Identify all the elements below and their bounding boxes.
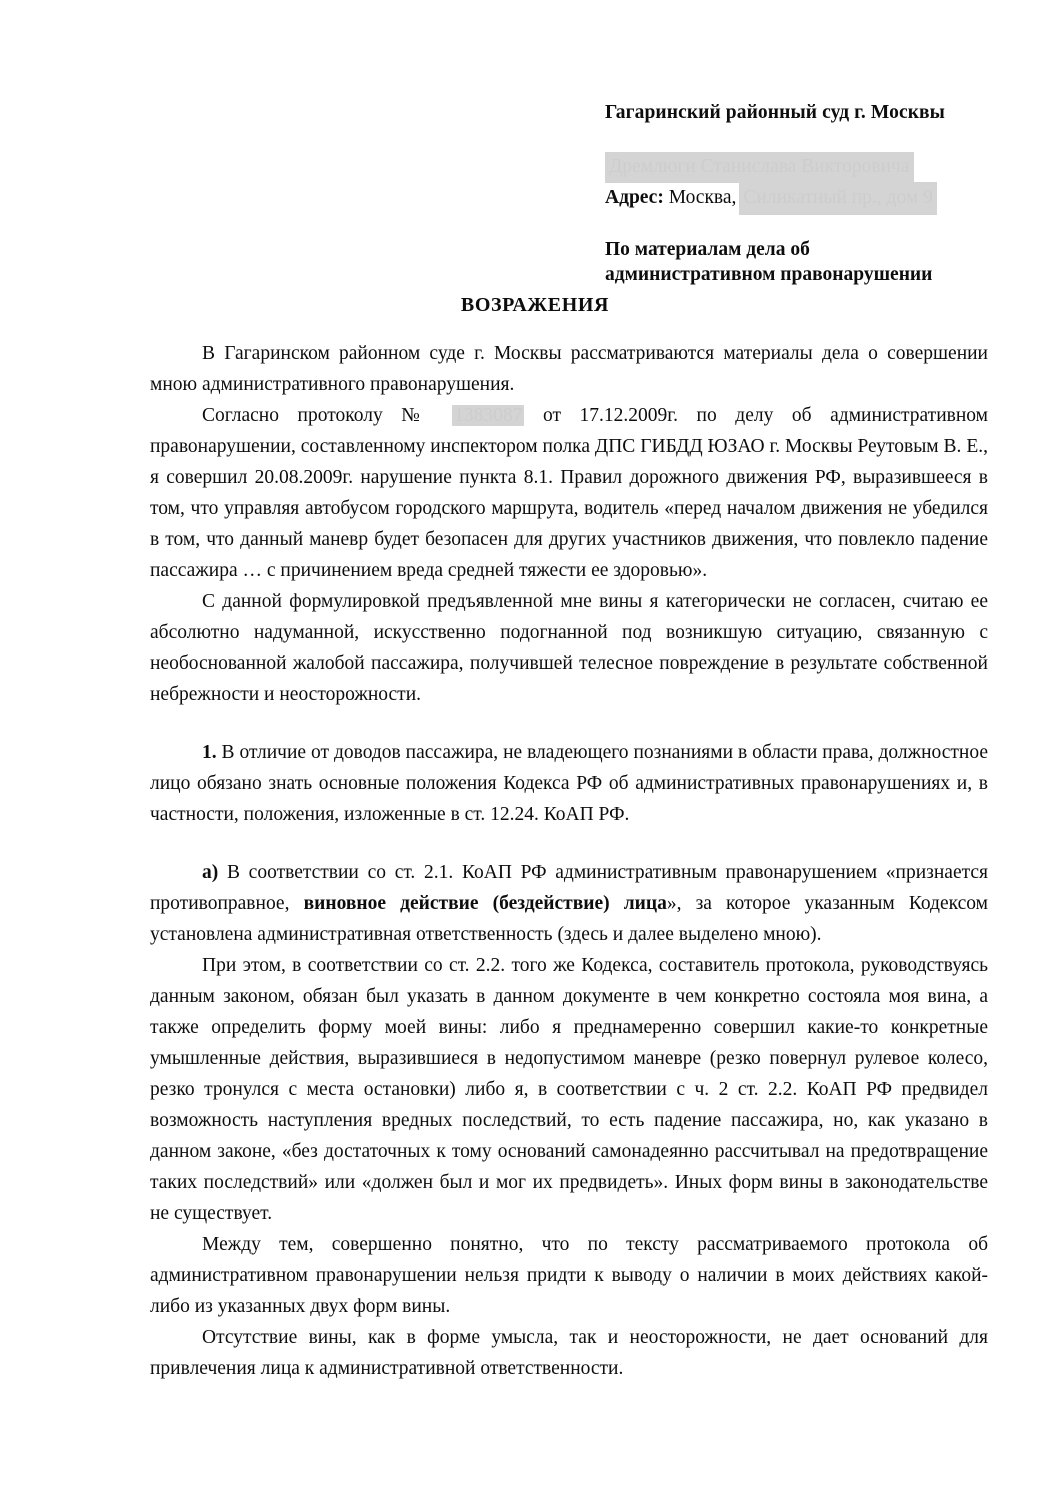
point-a-text-after-bold: », за которое указанным Кодексом установлена административная ответственность (здесь и далее выделено мною). [150,893,988,945]
court-name: Гагаринский районный суд г. Москвы [605,102,945,123]
case-reference-line-1: По материалам дела об [605,239,810,260]
paragraph-point-1 [150,737,988,830]
point-a-text-before-bold: В соответствии со ст. 2.1. КоАП РФ административным правонарушением «признается противоправное, [150,862,988,914]
addressee-line [605,152,1000,182]
document-body [150,338,988,1384]
address-label: Адрес: [605,187,664,208]
point-1-marker: 1. [202,742,217,763]
paragraph-intro: В Гагаринском районном суде г. Москвы рассматриваются материалы дела о совершении мною административного правонарушения. [150,343,988,395]
point-a-marker: а) [202,862,219,883]
case-reference-line-2: административном правонарушении [605,264,933,285]
paragraph-disagreement: С данной формулировкой предъявленной мне вины я категорически не согласен, считаю ее абсолютно надуманной, искусственно подогнанной под возникшую ситуацию, связанную с необоснованной жалобой пассажира, получившей телесное повреждение в результате собственной небрежности и неосторожности. [150,591,988,705]
protocol-body: от 17.12.2009г. по делу об административном правонарушении, составленному инспектором полка ДПС ГИБДД ЮЗАО г. Москвы Реутовым В. Е., я совершил 20.08.2009г. нарушение пункта 8.1. Правил дорожного движения РФ, выразившееся в том, что управляя автобусом городского маршрута, водитель «перед началом движения не убедился в том, что данный маневр будет безопасен для других участников движения, что повлекло падение пассажира … с причинением вреда средней тяжести ее здоровью». [150,405,988,581]
document-title: ВОЗРАЖЕНИЯ [460,294,610,316]
point-a-emphasis: виновное действие (бездействие) лица [303,893,667,914]
addressee-name-redacted: Дремлюги Станислава Викторовича [605,152,914,183]
case-reference [605,237,1000,287]
paragraph-conclusion-forms: Между тем, совершенно понятно, что по тексту рассматриваемого протокола об административном правонарушении нельзя придти к выводу о наличии в моих действиях какой-либо из указанных двух форм вины. [150,1234,988,1317]
paragraph-point-a [150,857,988,950]
point-1-text: В отличие от доводов пассажира, не владеющего познаниями в области права, должностное лицо обязано знать основные положения Кодекса РФ об административных правонарушениях и, в частности, положения, изложенные в ст. 12.24. КоАП РФ. [150,742,988,825]
protocol-number-redacted: 1383087 [454,405,523,426]
paragraph-article-2-2: При этом, в соответствии со ст. 2.2. того же Кодекса, составитель протокола, руководствуясь данным законом, обязан был указать в данном документе в чем конкретно состояла моя вина, а также определить форму моей вины: либо я преднамеренно совершил какие-то конкретные умышленные действия, выразившиеся в недопустимом маневре (резко повернул рулевое колесо, резко тронулся с места остановки) либо я, в соответствии с ч. 2 ст. 2.2. КоАП РФ предвидел возможность наступления вредных последствий, то есть падение пассажира, но, как указано в данном законе, «без достаточных к тому оснований самонадеянно рассчитывал на предотвращение таких последствий» или «должен был и мог их предвидеть». Иных форм вины в законодательстве не существует. [150,955,988,1224]
document-header [605,100,1000,287]
paragraph-protocol [150,400,988,586]
address-redacted: Силикатный пр., дом 9 [739,182,936,215]
protocol-prefix: Согласно протоколу № [202,405,453,426]
address-value: Москва, [668,187,737,208]
address-line [605,182,1000,215]
paragraph-absence-of-guilt: Отсутствие вины, как в форме умысла, так и неосторожности, не дает оснований для привлечения лица к административной ответственности. [150,1327,988,1379]
